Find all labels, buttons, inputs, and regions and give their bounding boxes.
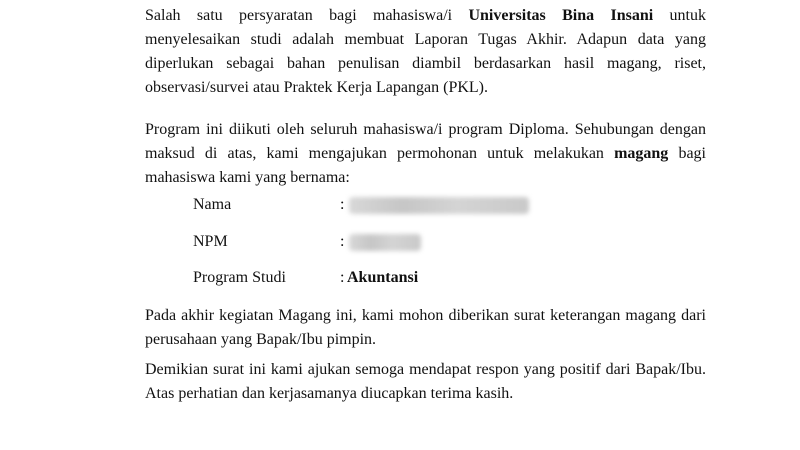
field-npm <box>193 230 593 254</box>
paragraph-program-text-start: Program ini diikuti oleh seluruh mahasiswa/i program Diploma. Sehubungan dengan maksud di atas, kami mengajukan permohonan untuk melakukan <box>145 121 706 162</box>
internship-term: magang <box>614 145 669 162</box>
paragraph-requirement <box>145 4 706 100</box>
redacted-npm-value <box>349 234 421 251</box>
field-program-value: Akuntansi <box>347 269 419 286</box>
paragraph-requirement-text-start: Salah satu persyaratan bagi mahasiswa/i <box>145 7 469 24</box>
field-program-colon: : <box>340 269 345 286</box>
paragraph-certificate-request: Pada akhir kegiatan Magang ini, kami mohon diberikan surat keterangan magang dari perusahaan yang Bapak/Ibu pimpin. <box>145 307 706 348</box>
field-name-colon: : <box>340 196 345 213</box>
paragraph-program <box>145 118 706 190</box>
redacted-name-value <box>349 197 529 214</box>
field-npm-label: NPM <box>193 233 228 250</box>
field-program-label: Program Studi <box>193 269 286 286</box>
field-program <box>193 266 593 290</box>
field-name-label: Nama <box>193 196 232 213</box>
field-npm-colon: : <box>340 233 345 250</box>
paragraph-program-text-end: bagi mahasiswa kami yang bernama: <box>145 145 707 186</box>
university-name: Universitas Bina Insani <box>468 7 654 24</box>
paragraph-requirement-text-end: untuk menyelesaikan studi adalah membuat Laporan Tugas Akhir. Adapun data yang diperlukan sebagai bahan penulisan diambil berdasarkan hasil magang, riset, observasi/survei atau Praktek Kerja Lapangan (PKL). <box>145 7 706 96</box>
paragraph-closing: Demikian surat ini kami ajukan semoga mendapat respon yang positif dari Bapak/Ibu. Atas perhatian dan kerjasamanya diucapkan terima kasih. <box>145 361 706 402</box>
field-name <box>193 193 593 217</box>
